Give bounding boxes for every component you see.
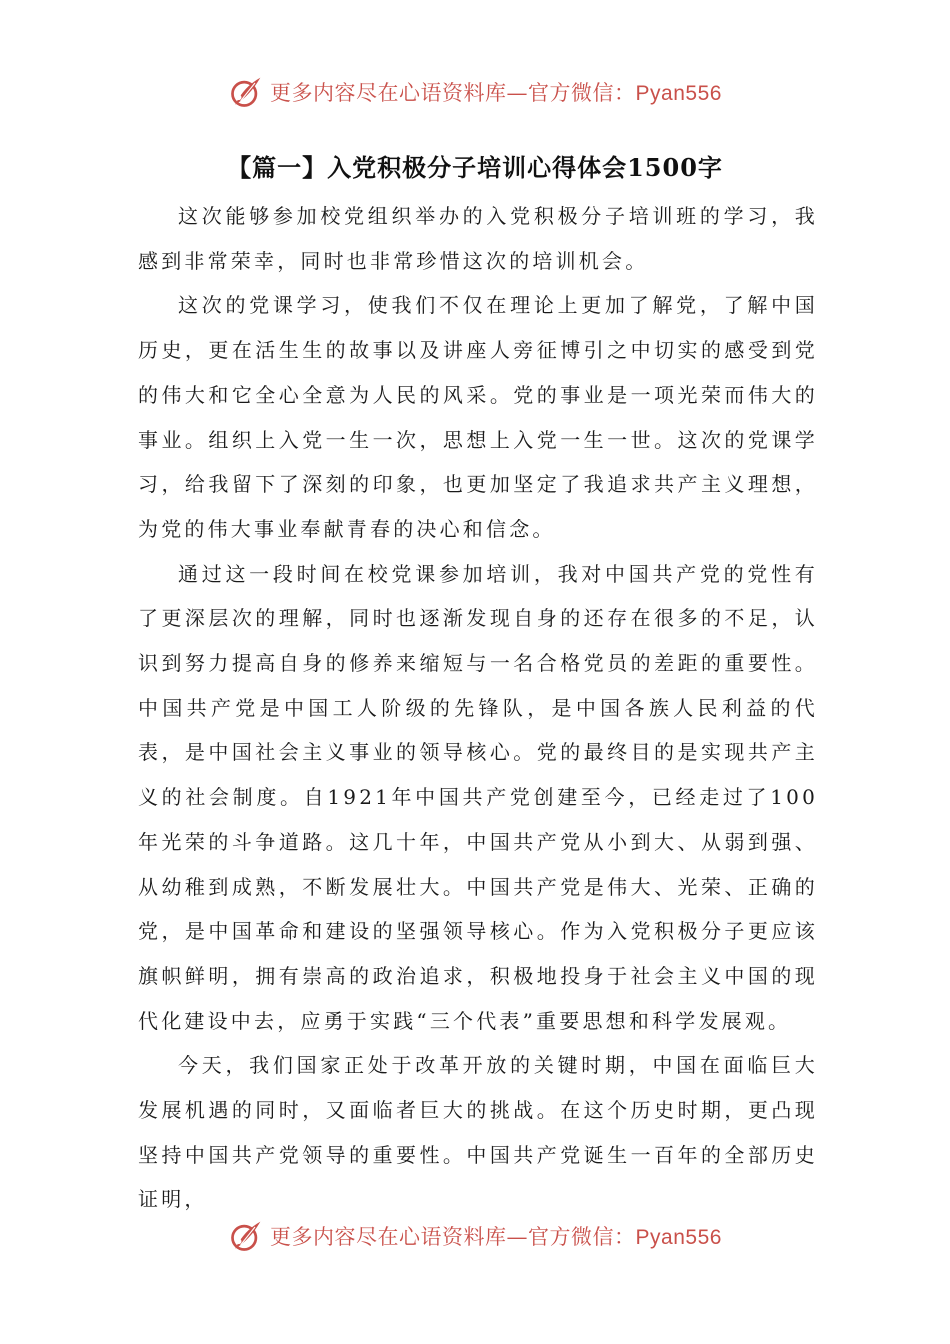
paragraph-2: 这次的党课学习，使我们不仅在理论上更加了解党，了解中国历史，更在活生生的故事以及讲座人旁征博引之中切实的感受到党的伟大和它全心全意为人民的风采。党的事业是一项光荣而伟大的事业。组织上入党一生一次，思想上入党一生一世。这次的党课学习，给我留下了深刻的印象，也更加坚定了我追求共产主义理想，为党的伟大事业奉献青春的决心和信念。: [138, 293, 818, 541]
paragraph-1: 这次能够参加校党组织举办的入党积极分子培训班的学习，我感到非常荣幸，同时也非常珍惜这次的培训机会。: [138, 204, 818, 273]
banner-separator: —: [506, 81, 529, 105]
banner-wechat-label: 官方微信：: [528, 81, 636, 105]
banner-wechat-id: Pyan556: [635, 82, 722, 105]
banner-text: [270, 1221, 722, 1251]
document-title: 【篇一】入党积极分子培训心得体会1500字: [227, 153, 723, 182]
quill-logo-icon: [228, 1218, 264, 1254]
banner-separator: —: [506, 1225, 529, 1249]
paragraph-3: 通过这一段时间在校党课参加培训，我对中国共产党的党性有了更深层次的理解，同时也逐渐发现自身的还存在很多的不足，认识到努力提高自身的修养来缩短与一名合格党员的差距的重要性。中国共产党是中国工人阶级的先锋队，是中国各族人民利益的代表，是中国社会主义事业的领导核心。党的最终目的是实现共产主义的社会制度。自1921年中国共产党创建至今，已经走过了100年光荣的斗争道路。这几十年，中国共产党从小到大、从弱到强、从幼稚到成熟，不断发展壮大。中国共产党是伟大、光荣、正确的党，是中国革命和建设的坚强领导核心。作为入党积极分子更应该旗帜鲜明，拥有崇高的政治追求，积极地投身于社会主义中国的现代化建设中去，应勇于实践“三个代表”重要思想和科学发展观。: [138, 561, 818, 1033]
header-banner: [0, 70, 950, 114]
paragraph-4: 今天，我们国家正处于改革开放的关键时期，中国在面临巨大发展机遇的同时，又面临者巨大的挑战。在这个历史时期，更凸现坚持中国共产党领导的重要性。中国共产党诞生一百年的全部历史证明，: [138, 1053, 818, 1212]
banner-promo-text: 更多内容尽在心语资料库: [270, 81, 507, 105]
footer-banner: [0, 1214, 950, 1258]
quill-logo-icon: [228, 74, 264, 110]
banner-wechat-label: 官方微信：: [528, 1225, 636, 1249]
banner-text: [270, 77, 722, 107]
banner-promo-text: 更多内容尽在心语资料库: [270, 1225, 507, 1249]
banner-wechat-id: Pyan556: [635, 1226, 722, 1249]
document-body: [138, 194, 818, 1222]
